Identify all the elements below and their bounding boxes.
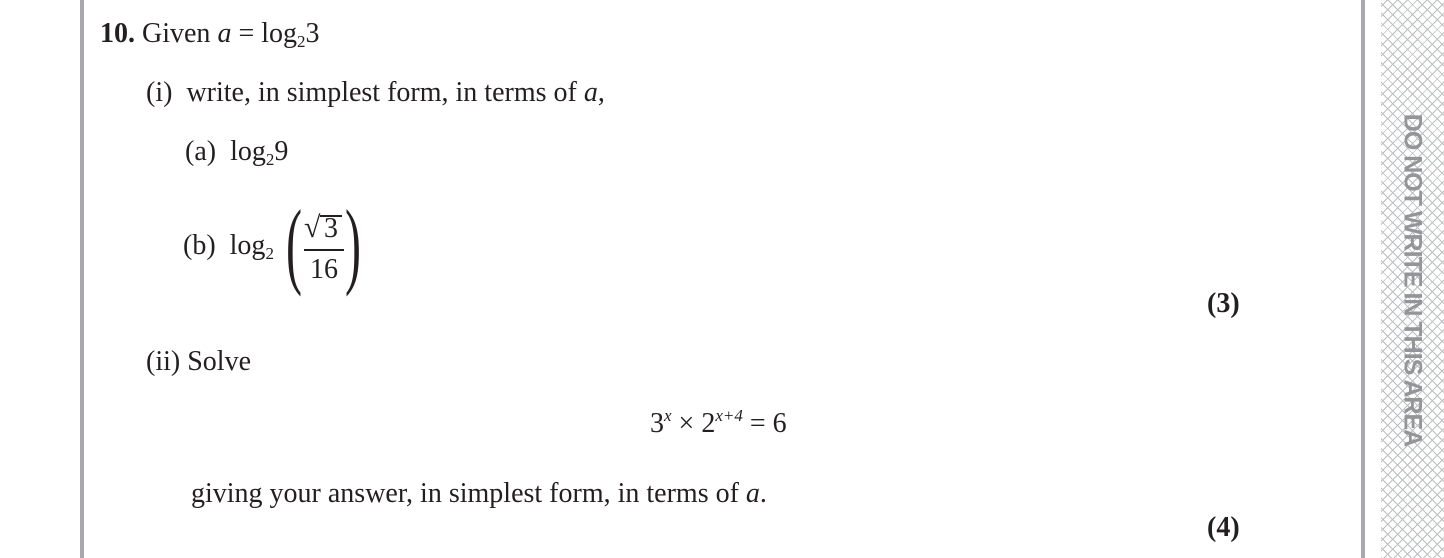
question-log-arg: 3 (305, 18, 320, 49)
right-margin-line (1361, 0, 1365, 558)
part-i-b-line (183, 230, 274, 262)
part-ii-instruction-line (191, 478, 767, 510)
question-number: 10. (100, 18, 135, 49)
part-ii-equation (650, 408, 787, 440)
part-i-b-root-symbol: √ (304, 211, 321, 244)
eq-exp2: x+4 (715, 406, 743, 425)
part-i-marks: (3) (1207, 288, 1240, 319)
part-i-a-line (185, 136, 288, 168)
eq-base2: 2 (701, 408, 716, 439)
part-ii-text: Solve (187, 346, 251, 377)
eq-exp1: x (664, 406, 672, 425)
part-i-line (146, 77, 605, 109)
part-i-b-log: log (229, 230, 266, 261)
part-i-a-base: 2 (265, 150, 275, 169)
do-not-write-label: DO NOT WRITE IN THIS AREA (1398, 113, 1427, 447)
question-log: log (261, 18, 298, 49)
eq-base1: 3 (650, 408, 664, 439)
question-variable: a (217, 18, 232, 49)
part-i-a-log: log (230, 136, 266, 167)
eq-times: × (678, 408, 695, 439)
part-ii-instruction-variable: a (745, 478, 760, 509)
part-ii-line (146, 346, 251, 378)
question-equals: = (238, 18, 255, 49)
part-i-label: (i) (146, 77, 173, 108)
part-i-b-denominator: 16 (310, 254, 338, 285)
part-i-trailing: , (597, 77, 605, 108)
part-i-b-base: 2 (265, 244, 274, 263)
eq-equals: = 6 (749, 408, 787, 439)
part-i-variable: a (583, 77, 598, 108)
part-i-a-label: (a) (185, 136, 217, 167)
part-ii-instruction-end: . (759, 478, 767, 509)
part-i-text: write, in simplest form, in terms of (186, 77, 577, 108)
part-ii-marks: (4) (1207, 512, 1240, 543)
part-i-b-fraction-bar (304, 249, 344, 251)
part-i-b-numerator: 3 (324, 213, 338, 244)
part-i-b-label: (b) (183, 230, 216, 261)
question-intro: Given (142, 18, 211, 49)
part-ii-instruction: giving your answer, in simplest form, in terms of (191, 478, 739, 509)
part-ii-label: (ii) (146, 346, 181, 377)
part-i-a-arg: 9 (274, 136, 289, 167)
part-i-b-open-paren: ( (286, 190, 302, 297)
left-margin-line (80, 0, 84, 558)
question-header (100, 18, 320, 50)
part-i-b-close-paren: ) (345, 190, 361, 297)
question-log-base: 2 (297, 32, 306, 51)
